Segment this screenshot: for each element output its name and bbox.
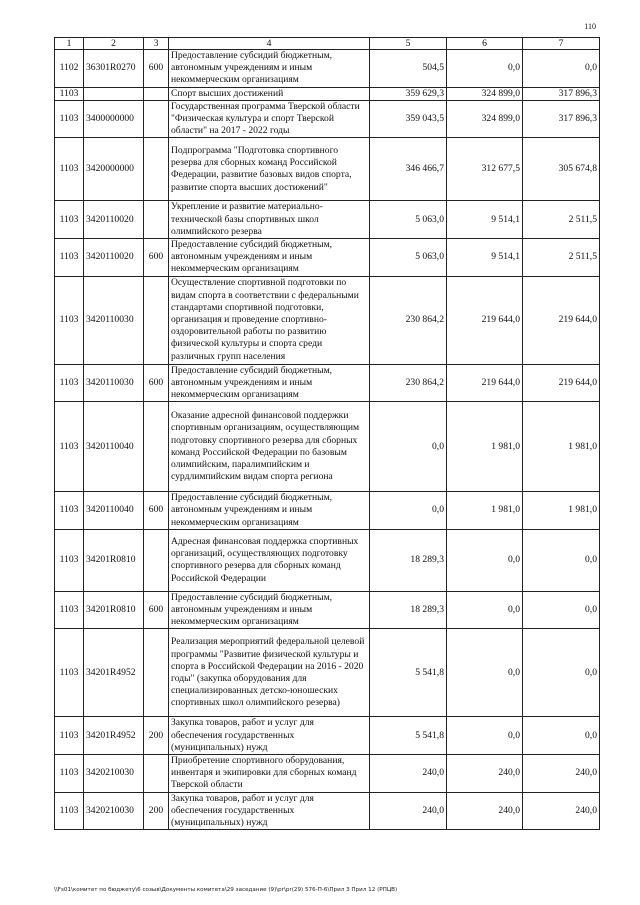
expense-type-code [144, 529, 169, 591]
amount-col6: 240,0 [447, 792, 523, 830]
amount-col7: 219 644,0 [523, 276, 600, 364]
table-row [55, 239, 600, 277]
amount-col5: 346 466,7 [370, 138, 447, 201]
budget-table [54, 37, 600, 830]
amount-col7: 1 981,0 [523, 402, 600, 492]
section-code: 1103 [55, 402, 84, 492]
amount-col5: 5 063,0 [370, 201, 447, 239]
section-code: 1103 [55, 239, 84, 277]
amount-col5: 504,5 [370, 50, 447, 88]
amount-col5: 0,0 [370, 402, 447, 492]
table-row [55, 755, 600, 793]
amount-col5: 5 063,0 [370, 239, 447, 277]
item-name: Оказание адресной финансовой поддержки спортивным организациям, осуществляющим подготовку спортивного резерва для сборных команд Российской Федерации по базовым олимпийским, паралимпийским и сурдлимпийским видам спорта региона [169, 402, 370, 492]
table-row [55, 717, 600, 755]
expense-type-code: 600 [144, 50, 169, 88]
article-code: 3420110030 [84, 276, 144, 364]
amount-col7: 305 674,8 [523, 138, 600, 201]
header-col-6: 6 [447, 38, 523, 50]
expense-type-code [144, 629, 169, 717]
article-code: 3420210030 [84, 755, 144, 793]
table-row [55, 492, 600, 530]
item-name: Осуществление спортивной подготовки по видам спорта в соответствии с федеральными стандартами спортивной подготовки, организация и проведение спортивно-оздоровительной работы по развитию физической культуры и спорта среди различных групп населения [169, 276, 370, 364]
item-name: Спорт высших достижений [169, 87, 370, 100]
article-code: 3420210030 [84, 792, 144, 830]
article-code: 34201R4952 [84, 629, 144, 717]
amount-col5: 18 289,3 [370, 529, 447, 591]
item-name: Предоставление субсидий бюджетным, автономным учреждениям и иным некоммерческим организациям [169, 591, 370, 629]
table-row [55, 138, 600, 201]
amount-col6: 9 514,1 [447, 201, 523, 239]
amount-col6: 324 899,0 [447, 87, 523, 100]
table-row [55, 276, 600, 364]
amount-col5: 240,0 [370, 755, 447, 793]
header-col-2: 2 [84, 38, 144, 50]
amount-col6: 324 899,0 [447, 100, 523, 138]
item-name: Реализация мероприятий федеральной целевой программы "Развитие физической культуры и спорта в Российской Федерации на 2016 - 2020 годы" (закупка оборудования для специализированных детско-юношеских спортивных школ олимпийского резерва) [169, 629, 370, 717]
article-code: 3420110020 [84, 201, 144, 239]
amount-col5: 5 541,8 [370, 717, 447, 755]
amount-col6: 312 677,5 [447, 138, 523, 201]
amount-col7: 0,0 [523, 591, 600, 629]
section-code: 1103 [55, 492, 84, 530]
amount-col7: 0,0 [523, 50, 600, 88]
table-row [55, 402, 600, 492]
table-body [55, 50, 600, 830]
table-row [55, 87, 600, 100]
expense-type-code: 600 [144, 591, 169, 629]
expense-type-code: 600 [144, 492, 169, 530]
header-col-3: 3 [144, 38, 169, 50]
article-code: 3420000000 [84, 138, 144, 201]
article-code: 3420110040 [84, 402, 144, 492]
amount-col6: 240,0 [447, 755, 523, 793]
item-name: Подпрограмма "Подготовка спортивного резерва для сборных команд Российской Федерации, развитие базовых видов спорта, развитие спорта высших достижений" [169, 138, 370, 201]
amount-col5: 230 864,2 [370, 364, 447, 402]
amount-col7: 1 981,0 [523, 492, 600, 530]
table-row [55, 629, 600, 717]
item-name: Закупка товаров, работ и услуг для обеспечения государственных (муниципальных) нужд [169, 792, 370, 830]
section-code: 1103 [55, 591, 84, 629]
file-path-footer: \\Fs01\комитет по бюджету\6 созыв\Документы комитета\29 заседание (9)\pr\pr(29) 576-П-6\Прил 3 Прил 12 (РПЦВ) [54, 887, 398, 893]
amount-col7: 240,0 [523, 792, 600, 830]
item-name: Государственная программа Тверской области "Физическая культура и спорт Тверской области" на 2017 - 2022 годы [169, 100, 370, 138]
amount-col7: 2 511,5 [523, 239, 600, 277]
section-code: 1103 [55, 717, 84, 755]
amount-col7: 0,0 [523, 717, 600, 755]
amount-col6: 1 981,0 [447, 402, 523, 492]
expense-type-code: 600 [144, 364, 169, 402]
header-col-4: 4 [169, 38, 370, 50]
table-row [55, 529, 600, 591]
amount-col6: 1 981,0 [447, 492, 523, 530]
amount-col5: 230 864,2 [370, 276, 447, 364]
expense-type-code [144, 138, 169, 201]
section-code: 1103 [55, 100, 84, 138]
amount-col6: 0,0 [447, 717, 523, 755]
article-code: 3420110040 [84, 492, 144, 530]
amount-col7: 240,0 [523, 755, 600, 793]
item-name: Закупка товаров, работ и услуг для обеспечения государственных (муниципальных) нужд [169, 717, 370, 755]
section-code: 1103 [55, 364, 84, 402]
expense-type-code [144, 87, 169, 100]
amount-col5: 359 043,5 [370, 100, 447, 138]
header-row [55, 38, 600, 50]
amount-col7: 0,0 [523, 529, 600, 591]
item-name: Предоставление субсидий бюджетным, автономным учреждениям и иным некоммерческим организациям [169, 492, 370, 530]
item-name: Предоставление субсидий бюджетным, автономным учреждениям и иным некоммерческим организациям [169, 50, 370, 88]
article-code: 36301R0270 [84, 50, 144, 88]
item-name: Предоставление субсидий бюджетным, автономным учреждениям и иным некоммерческим организациям [169, 239, 370, 277]
amount-col7: 219 644,0 [523, 364, 600, 402]
article-code: 34201R0810 [84, 591, 144, 629]
expense-type-code: 600 [144, 239, 169, 277]
amount-col5: 18 289,3 [370, 591, 447, 629]
expense-type-code: 200 [144, 717, 169, 755]
table-row [55, 50, 600, 88]
table-row [55, 792, 600, 830]
section-code: 1103 [55, 755, 84, 793]
article-code: 3400000000 [84, 100, 144, 138]
amount-col6: 0,0 [447, 529, 523, 591]
table-row [55, 100, 600, 138]
amount-col6: 0,0 [447, 50, 523, 88]
section-code: 1103 [55, 529, 84, 591]
amount-col7: 317 896,3 [523, 87, 600, 100]
page-number: 110 [584, 22, 596, 31]
table-row [55, 364, 600, 402]
item-name: Адресная финансовая поддержка спортивных организаций, осуществляющих подготовку спортивного резерва для сборных команд Российской Федерации [169, 529, 370, 591]
amount-col7: 0,0 [523, 629, 600, 717]
amount-col6: 0,0 [447, 629, 523, 717]
header-col-5: 5 [370, 38, 447, 50]
expense-type-code [144, 276, 169, 364]
amount-col5: 0,0 [370, 492, 447, 530]
amount-col6: 9 514,1 [447, 239, 523, 277]
section-code: 1103 [55, 792, 84, 830]
article-code: 34201R4952 [84, 717, 144, 755]
section-code: 1103 [55, 87, 84, 100]
item-name: Предоставление субсидий бюджетным, автономным учреждениям и иным некоммерческим организациям [169, 364, 370, 402]
item-name: Укрепление и развитие материально-технической базы спортивных школ олимпийского резерва [169, 201, 370, 239]
amount-col7: 2 511,5 [523, 201, 600, 239]
item-name: Приобретение спортивного оборудования, инвентаря и экипировки для сборных команд Тверской области [169, 755, 370, 793]
article-code: 34201R0810 [84, 529, 144, 591]
section-code: 1103 [55, 629, 84, 717]
amount-col7: 317 896,3 [523, 100, 600, 138]
header-col-7: 7 [523, 38, 600, 50]
article-code: 3420110030 [84, 364, 144, 402]
header-col-1: 1 [55, 38, 84, 50]
amount-col6: 219 644,0 [447, 276, 523, 364]
expense-type-code [144, 755, 169, 793]
section-code: 1103 [55, 201, 84, 239]
expense-type-code [144, 201, 169, 239]
table-row [55, 591, 600, 629]
amount-col6: 0,0 [447, 591, 523, 629]
amount-col6: 219 644,0 [447, 364, 523, 402]
section-code: 1103 [55, 138, 84, 201]
table-row [55, 201, 600, 239]
amount-col5: 359 629,3 [370, 87, 447, 100]
section-code: 1102 [55, 50, 84, 88]
amount-col5: 5 541,8 [370, 629, 447, 717]
expense-type-code: 200 [144, 792, 169, 830]
article-code: 3420110020 [84, 239, 144, 277]
expense-type-code [144, 402, 169, 492]
amount-col5: 240,0 [370, 792, 447, 830]
section-code: 1103 [55, 276, 84, 364]
article-code [84, 87, 144, 100]
expense-type-code [144, 100, 169, 138]
